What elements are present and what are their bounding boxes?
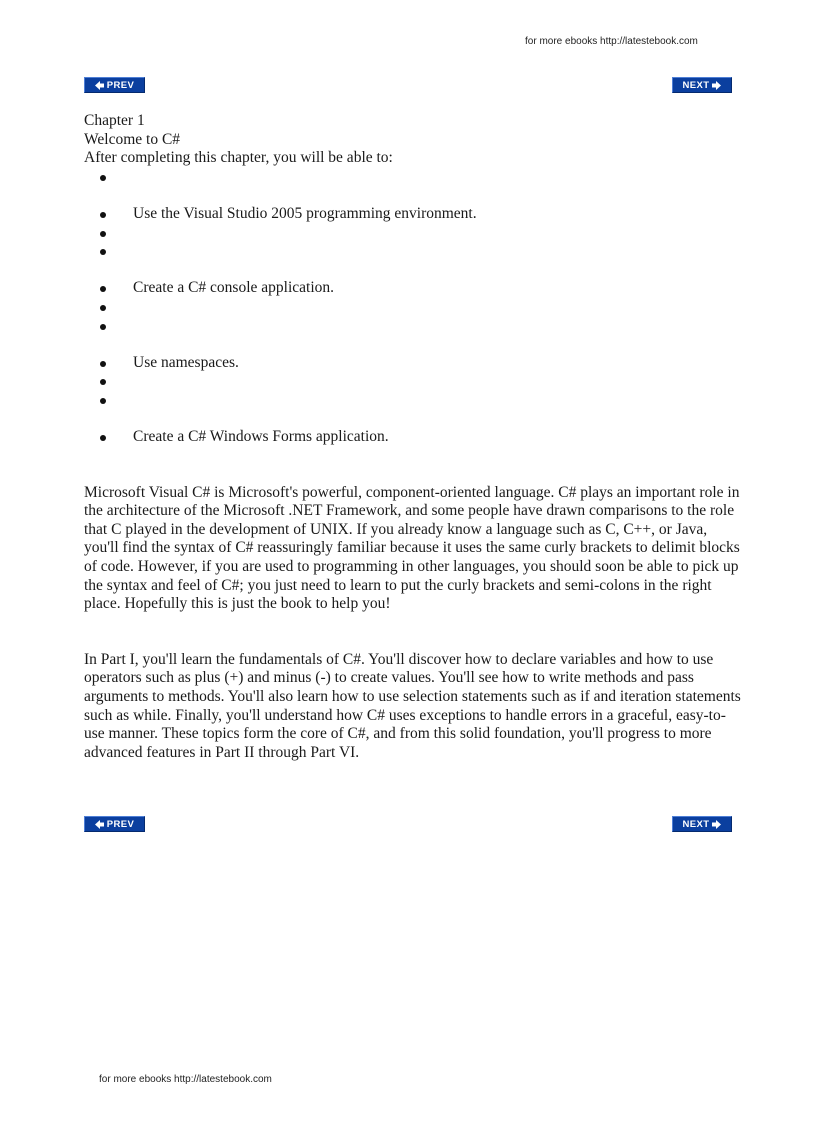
next-button-bottom[interactable]: [672, 816, 732, 832]
list-item: [84, 372, 744, 391]
list-item: [84, 428, 744, 447]
list-item: [84, 242, 744, 261]
prev-label: PREV: [106, 79, 135, 91]
list-item: [84, 298, 744, 317]
objective-text: Create a C# Windows Forms application.: [133, 428, 389, 446]
prev-button-bottom[interactable]: [84, 816, 145, 832]
bullet-icon: [100, 231, 106, 237]
bullet-icon: [100, 324, 106, 330]
list-spacer: [84, 335, 744, 354]
spacer: [84, 447, 744, 484]
list-item: [84, 205, 744, 224]
chapter-content: [84, 112, 744, 762]
list-spacer: [84, 261, 744, 280]
chapter-title: Welcome to C#: [84, 130, 181, 148]
objectives-intro: After completing this chapter, you will be able to:: [84, 149, 393, 167]
objective-text: Use namespaces.: [133, 353, 239, 371]
bullet-icon: [100, 249, 106, 255]
objective-text: Use the Visual Studio 2005 programming environment.: [133, 204, 477, 222]
arrow-left-icon: [95, 81, 104, 90]
intro-paragraph: Microsoft Visual C# is Microsoft's powerful, component-oriented language. C# plays an important role in the architecture of the Microsoft .NET Framework, and some people have drawn comparisons to the role that C played in the development of UNIX. If you already know a language such as C, C++, or Java, you'll find the syntax of C# reassuringly familiar because it uses the same curly brackets to delimit blocks of code. However, if you are used to programming in other languages, you should soon be able to pick up the syntax and feel of C#; you just need to learn to put the curly brackets and semi-colons in the right place. Hopefully this is just the book to help you!: [84, 483, 740, 613]
list-spacer: [84, 410, 744, 429]
bullet-icon: [100, 212, 106, 218]
list-item: [84, 354, 744, 373]
list-spacer: [84, 186, 744, 205]
next-button-top[interactable]: [672, 77, 732, 93]
part-one-paragraph: In Part I, you'll learn the fundamentals of C#. You'll discover how to declare variables and how to use operators such as plus (+) and minus (-) to create values. You'll see how to write methods and pass arguments to methods. You'll also learn how to use selection statements such as if and iteration statements such as while. Finally, you'll understand how C# uses exceptions to handle errors in a graceful, easy-to-use manner. These topics form the core of C#, and from this solid foundation, you'll progress to more advanced features in Part II through Part VI.: [84, 650, 741, 761]
footer-watermark: for more ebooks http://latestebook.com: [99, 1074, 272, 1085]
prev-label: PREV: [106, 818, 135, 830]
list-item: [84, 317, 744, 336]
arrow-right-icon: [712, 81, 721, 90]
bullet-icon: [100, 305, 106, 311]
spacer: [84, 614, 744, 651]
list-item: [84, 279, 744, 298]
arrow-right-icon: [712, 820, 721, 829]
bullet-icon: [100, 435, 106, 441]
prev-button-top[interactable]: [84, 77, 145, 93]
arrow-left-icon: [95, 820, 104, 829]
bullet-icon: [100, 398, 106, 404]
chapter-number: Chapter 1: [84, 112, 145, 129]
objectives-list: [84, 168, 744, 447]
next-label: NEXT: [682, 79, 710, 91]
bullet-icon: [100, 286, 106, 292]
bullet-icon: [100, 175, 106, 181]
list-item: [84, 224, 744, 243]
bullet-icon: [100, 361, 106, 367]
header-watermark: for more ebooks http://latestebook.com: [525, 36, 698, 47]
list-item: [84, 391, 744, 410]
list-item: [84, 168, 744, 187]
objective-text: Create a C# console application.: [133, 279, 335, 297]
next-label: NEXT: [682, 818, 710, 830]
bullet-icon: [100, 379, 106, 385]
